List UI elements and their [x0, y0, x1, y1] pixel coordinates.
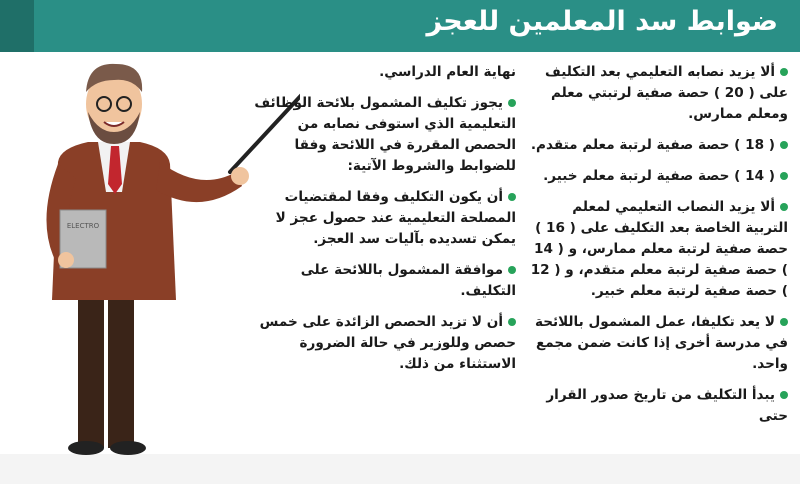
- list-item: ( 14 ) حصة صفية لرتبة معلم خبير.: [526, 166, 788, 187]
- list-item: أن لا تزيد الحصص الزائدة على خمس حصص وللوزير في حالة الضرورة الاستثناء من ذلك.: [259, 314, 516, 372]
- right-shoe: [110, 441, 146, 455]
- left-shoe: [68, 441, 104, 455]
- list-item: ألا يزيد النصاب التعليمي لمعلم التربية الخاصة بعد التكليف على ( 16 ) حصة صفية لرتبة معلم ممارس، و ( 14 ) حصة صفية لرتبة معلم متقدم، و ( 12 ) حصة صفية لرتبة معلم خبير.: [530, 199, 788, 299]
- bullet-icon: [780, 141, 788, 149]
- book-label: ELECTRO: [66, 222, 100, 230]
- bullet-icon: [508, 99, 516, 107]
- right-column: [526, 62, 788, 437]
- list-item: يبدأ التكليف من تاريخ صدور القرار حتى: [546, 387, 788, 424]
- list-item: أن يكون التكليف وفقا لمقتضيات المصلحة التعليمية عند حصول عجز لا يمكن تسديده بآليات سد العجز.: [275, 189, 516, 247]
- middle-column: [246, 62, 516, 385]
- header-accent: [0, 0, 34, 52]
- bullet-icon: [780, 68, 788, 76]
- page-title: ضوابط سد المعلمين للعجز: [426, 6, 778, 37]
- list-item: ألا يزيد نصابه التعليمي بعد التكليف على ( 20 ) حصة صفية لرتبتي معلم ومعلم ممارس.: [545, 64, 788, 122]
- bullet-icon: [508, 318, 516, 326]
- bullet-icon: [780, 391, 788, 399]
- list-item: يجوز تكليف المشمول بلائحة الوظائف التعليمية الذي استوفى نصابه من الحصص المقررة في اللائحة وفقا للضوابط والشروط الآتية:: [254, 95, 516, 174]
- right-leg: [108, 288, 134, 448]
- bullet-icon: [508, 266, 516, 274]
- list-item: ( 18 ) حصة صفية لرتبة معلم متقدم.: [526, 135, 788, 156]
- left-leg: [78, 288, 104, 448]
- bullet-icon: [780, 318, 788, 326]
- bullet-icon: [780, 203, 788, 211]
- bullet-icon: [780, 172, 788, 180]
- header-bar: [0, 0, 800, 52]
- list-item: لا يعد تكليفا، عمل المشمول باللائحة في مدرسة أخرى إذا كانت ضمن مجمع واحد.: [534, 314, 788, 372]
- bullet-icon: [508, 193, 516, 201]
- continuation-text: نهاية العام الدراسي.: [379, 64, 516, 80]
- list-item: موافقة المشمول باللائحة على التكليف.: [300, 262, 516, 299]
- holding-hand: [58, 252, 74, 268]
